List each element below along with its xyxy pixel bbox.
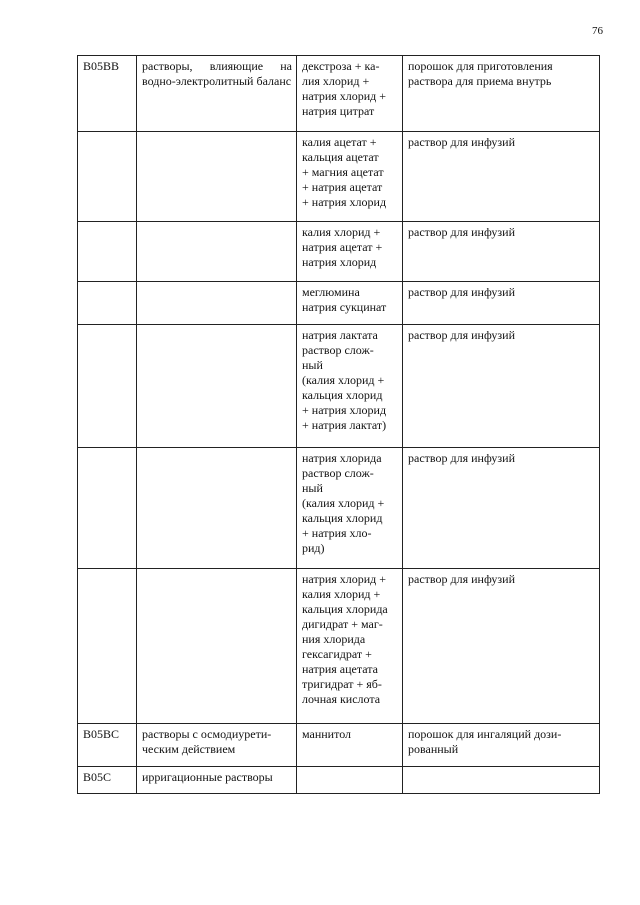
substance-cell (297, 325, 403, 448)
substance-cell (297, 767, 403, 794)
group-cell (137, 325, 297, 448)
group-cell (137, 132, 297, 222)
atc-code-cell: B05C (78, 767, 137, 794)
atc-code-cell (78, 325, 137, 448)
group-cell (137, 56, 297, 132)
group-cell (137, 724, 297, 767)
form-cell (403, 448, 600, 569)
table-row (78, 56, 600, 132)
atc-code-cell (78, 448, 137, 569)
atc-code-cell: B05BB (78, 56, 137, 132)
substance-cell (297, 222, 403, 282)
atc-code-cell (78, 132, 137, 222)
form-cell (403, 325, 600, 448)
group-cell (137, 767, 297, 794)
table-row (78, 325, 600, 448)
substance-text: натрия хлорида раствор слож- ный (калия хлорид + кальция хлорид + натрия хло- рид) (302, 451, 385, 555)
substance-text: калия хлорид + натрия ацетат + натрия хлорид (302, 225, 383, 269)
table-row (78, 132, 600, 222)
substance-cell (297, 282, 403, 325)
atc-code-cell (78, 282, 137, 325)
atc-code-cell (78, 222, 137, 282)
form-text: раствор для инфузий (408, 328, 515, 342)
form-cell (403, 569, 600, 724)
substance-cell (297, 56, 403, 132)
drug-table (77, 55, 600, 794)
form-text: порошок для приготовления раствора для приема внутрь (408, 59, 553, 88)
form-cell (403, 282, 600, 325)
form-text: раствор для инфузий (408, 135, 515, 149)
table-row (78, 282, 600, 325)
group-cell (137, 448, 297, 569)
table-row (78, 724, 600, 767)
group-cell (137, 569, 297, 724)
form-cell (403, 132, 600, 222)
table-row (78, 767, 600, 794)
table-row (78, 448, 600, 569)
page-number: 76 (592, 25, 603, 37)
group-text: ирригационные растворы (142, 770, 273, 784)
table-row (78, 569, 600, 724)
atc-code-cell (78, 569, 137, 724)
substance-text: декстроза + ка- лия хлорид + натрия хлорид + натрия цитрат (302, 59, 387, 118)
form-cell (403, 767, 600, 794)
table-row (78, 222, 600, 282)
group-cell (137, 282, 297, 325)
substance-cell (297, 569, 403, 724)
form-text: раствор для инфузий (408, 572, 515, 586)
form-text: раствор для инфузий (408, 285, 515, 299)
group-text: растворы, влияющие на водно-электролитный баланс (142, 59, 292, 88)
form-cell (403, 724, 600, 767)
form-cell (403, 222, 600, 282)
group-cell (137, 222, 297, 282)
substance-cell (297, 132, 403, 222)
substance-cell (297, 448, 403, 569)
substance-text: меглюмина натрия сукцинат (302, 285, 387, 314)
substance-text: натрия лактата раствор слож- ный (калия хлорид + кальция хлорид + натрия хлорид + натрия лактат) (302, 328, 387, 432)
atc-code-cell: B05BC (78, 724, 137, 767)
form-text: раствор для инфузий (408, 451, 515, 465)
form-cell (403, 56, 600, 132)
form-text: порошок для ингаляций дози- рованный (408, 727, 562, 756)
form-text: раствор для инфузий (408, 225, 515, 239)
substance-text: натрия хлорид + калия хлорид + кальция хлорида дигидрат + маг- ния хлорида гексагидрат + натрия ацетата тригидрат + яб- лочная кислота (302, 572, 388, 706)
group-text: растворы с осмодиурети- ческим действием (142, 727, 272, 756)
substance-text: калия ацетат + кальция ацетат + магния ацетат + натрия ацетат + натрия хлорид (302, 135, 387, 209)
substance-text: маннитол (302, 727, 352, 741)
substance-cell (297, 724, 403, 767)
